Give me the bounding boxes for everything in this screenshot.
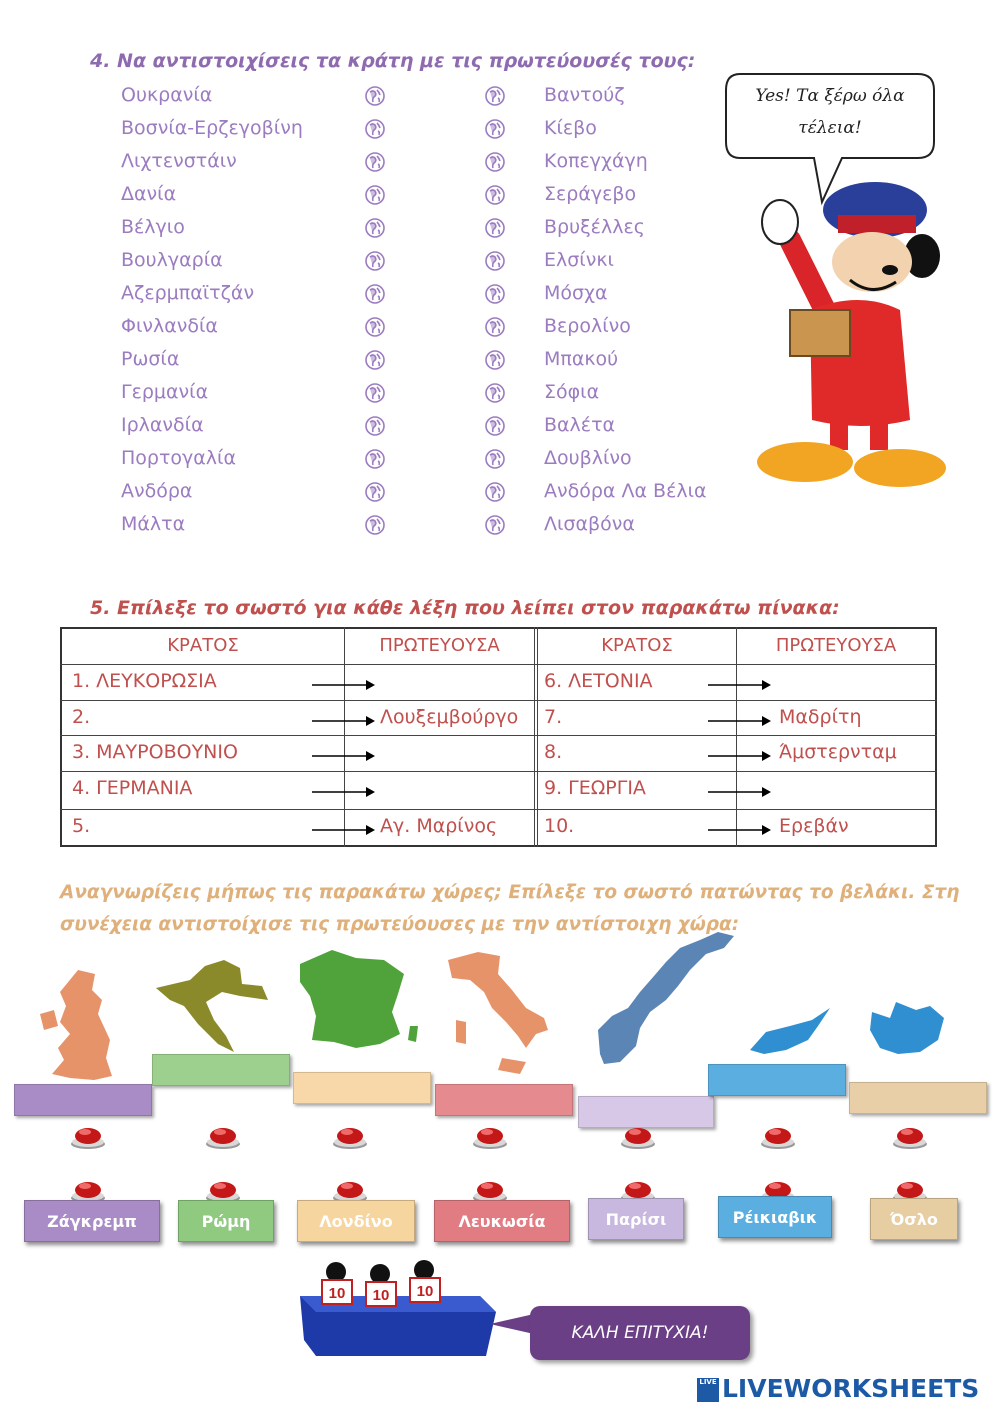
left-globe-icon[interactable]	[365, 515, 385, 535]
arrow-icon	[708, 747, 772, 766]
table-capital-cell[interactable]: Λουξεμβούργο	[380, 706, 519, 728]
judge-score-1: 10	[328, 1285, 346, 1302]
country-label: Φινλανδία	[121, 315, 218, 337]
left-globe-icon[interactable]	[365, 449, 385, 469]
country-label: Λιχτενστάιν	[121, 150, 237, 172]
left-globe-icon[interactable]	[365, 416, 385, 436]
iceland-map	[870, 1002, 944, 1054]
capital-label: Μόσχα	[544, 282, 608, 304]
table-country-cell: 1. ΛΕΥΚΟΡΩΣΙΑ	[72, 670, 217, 692]
country-label: Αζερμπαϊτζάν	[121, 282, 255, 304]
norway-map	[598, 932, 734, 1064]
arrow-icon	[708, 783, 772, 802]
capital-button[interactable]: Ρέικιαβικ	[718, 1196, 832, 1238]
brand-badge: LIVE	[697, 1378, 719, 1402]
left-globe-icon[interactable]	[365, 185, 385, 205]
capital-label: Λισαβόνα	[544, 513, 635, 535]
right-globe-icon[interactable]	[485, 482, 505, 502]
country-label: Πορτογαλία	[121, 447, 237, 469]
table-col-line	[344, 627, 345, 847]
arrow-icon	[312, 821, 376, 840]
table-country-cell: 10.	[544, 815, 575, 837]
answer-dropdown[interactable]	[293, 1072, 431, 1104]
table-col-line	[537, 627, 538, 847]
right-globe-icon[interactable]	[485, 119, 505, 139]
right-globe-icon[interactable]	[485, 86, 505, 106]
header-country-right: ΚΡΑΤΟΣ	[601, 635, 673, 656]
capital-label: Σεράγεβο	[544, 183, 637, 205]
left-globe-icon[interactable]	[365, 317, 385, 337]
table-col-line	[736, 627, 737, 847]
right-globe-icon[interactable]	[485, 218, 505, 238]
right-globe-icon[interactable]	[485, 185, 505, 205]
country-label: Βουλγαρία	[121, 249, 223, 271]
capital-button[interactable]: Όσλο	[870, 1198, 958, 1240]
answer-dropdown[interactable]	[152, 1054, 290, 1086]
table-country-cell: 8.	[544, 741, 563, 763]
left-globe-icon[interactable]	[365, 218, 385, 238]
country-label: Ιρλανδία	[121, 414, 204, 436]
table-col-line	[534, 627, 535, 847]
capital-label: Κοπεγχάγη	[544, 150, 648, 172]
capital-label: Βρυξέλλες	[544, 216, 645, 238]
left-globe-icon[interactable]	[365, 152, 385, 172]
table-row-line	[60, 809, 937, 810]
answer-dropdown[interactable]	[708, 1064, 846, 1096]
right-globe-icon[interactable]	[485, 317, 505, 337]
red-push-button[interactable]	[332, 1124, 368, 1150]
mickey-illustration	[750, 170, 950, 490]
capital-label: Βαντούζ	[544, 84, 625, 106]
uk-map	[40, 970, 112, 1080]
answer-dropdown[interactable]	[849, 1082, 987, 1114]
table-row-line	[60, 664, 937, 665]
table-capital-cell[interactable]: Αγ. Μαρίνος	[380, 815, 498, 837]
capital-label: Κίεβο	[544, 117, 597, 139]
cyprus-map	[750, 1008, 830, 1054]
arrow-icon	[312, 676, 376, 695]
italy-map	[448, 952, 548, 1074]
table-country-cell: 7.	[544, 706, 563, 728]
right-globe-icon[interactable]	[485, 515, 505, 535]
left-globe-icon[interactable]	[365, 86, 385, 106]
left-globe-icon[interactable]	[365, 284, 385, 304]
table-row-line	[60, 771, 937, 772]
judges-illustration	[300, 1260, 500, 1370]
red-push-button[interactable]	[892, 1124, 928, 1150]
capital-button[interactable]: Ζάγκρεμπ	[24, 1200, 160, 1242]
country-maps	[0, 930, 1000, 1090]
capital-button[interactable]: Ρώμη	[178, 1200, 274, 1242]
capital-label: Δουβλίνο	[544, 447, 632, 469]
country-label: Ανδόρα	[121, 480, 193, 502]
table-row-line	[60, 700, 937, 701]
right-globe-icon[interactable]	[485, 284, 505, 304]
capital-label: Μπακού	[544, 348, 619, 370]
left-globe-icon[interactable]	[365, 119, 385, 139]
section5-title: 5. Επίλεξε το σωστό για κάθε λέξη που λείπει στον παρακάτω πίνακα:	[90, 597, 840, 619]
right-globe-icon[interactable]	[485, 449, 505, 469]
country-label: Δανία	[121, 183, 177, 205]
right-globe-icon[interactable]	[485, 152, 505, 172]
france-map	[300, 950, 418, 1048]
right-globe-icon[interactable]	[485, 251, 505, 271]
red-push-button[interactable]	[70, 1124, 106, 1150]
table-country-cell: 9. ΓΕΩΡΓΙΑ	[544, 777, 646, 799]
red-push-button[interactable]	[760, 1124, 796, 1150]
section6-title-line1: Αναγνωρίζεις μήπως τις παρακάτω χώρες; Επίλεξε το σωστό πατώντας το βελάκι. Στη	[60, 882, 960, 903]
good-luck-pointer	[490, 1308, 534, 1338]
capital-button[interactable]: Παρίσι	[588, 1198, 684, 1240]
section4-title: 4. Να αντιστοιχίσεις τα κράτη με τις πρωτεύουσές τους:	[90, 50, 696, 72]
bubble-line-1: Yes! Τα ξέρω όλα	[755, 86, 905, 106]
table-frame	[60, 627, 937, 847]
left-globe-icon[interactable]	[365, 383, 385, 403]
red-push-button[interactable]	[205, 1124, 241, 1150]
left-globe-icon[interactable]	[365, 482, 385, 502]
table-capital-cell[interactable]: Μαδρίτη	[779, 706, 862, 728]
bubble-line-2: τέλεια!	[798, 118, 862, 138]
header-capital-right: ΠΡΩΤΕΥΟΥΣΑ	[775, 635, 897, 656]
arrow-icon	[312, 712, 376, 731]
country-label: Μάλτα	[121, 513, 186, 535]
country-label: Ουκρανία	[121, 84, 213, 106]
table-capital-cell[interactable]: Άμστερνταμ	[779, 741, 897, 763]
right-globe-icon[interactable]	[485, 416, 505, 436]
right-globe-icon[interactable]	[485, 383, 505, 403]
red-push-button[interactable]	[472, 1124, 508, 1150]
arrow-icon	[708, 821, 772, 840]
judge-score-2: 10	[372, 1287, 390, 1304]
capital-label: Βαλέτα	[544, 414, 616, 436]
judge-score-3: 10	[416, 1283, 434, 1300]
capital-label: Ανδόρα Λα Βέλια	[544, 480, 707, 502]
header-capital-left: ΠΡΩΤΕΥΟΥΣΑ	[379, 635, 500, 656]
table-country-cell: 4. ΓΕΡΜΑΝΙΑ	[72, 777, 193, 799]
capital-label: Βερολίνο	[544, 315, 631, 337]
country-label: Γερμανία	[121, 381, 209, 403]
croatia-map	[156, 960, 268, 1052]
table-country-cell: 6. ΛΕΤΟΝΙΑ	[544, 670, 653, 692]
capital-label: Σόφια	[544, 381, 600, 403]
left-globe-icon[interactable]	[365, 350, 385, 370]
answer-dropdown[interactable]	[14, 1084, 152, 1116]
arrow-icon	[312, 783, 376, 802]
brand-name[interactable]: LIVEWORKSHEETS	[722, 1374, 980, 1403]
capital-button[interactable]: Λευκωσία	[434, 1200, 570, 1242]
table-capital-cell[interactable]: Ερεβάν	[779, 815, 849, 837]
header-country-left: ΚΡΑΤΟΣ	[167, 635, 239, 656]
answer-dropdown[interactable]	[435, 1084, 573, 1116]
red-push-button[interactable]	[620, 1124, 656, 1150]
country-label: Ρωσία	[121, 348, 180, 370]
section6-title-line2: συνέχεια αντιστοίχισε τις πρωτεύουσες με την αντίστοιχη χώρα:	[60, 914, 740, 935]
right-globe-icon[interactable]	[485, 350, 505, 370]
capital-button[interactable]: Λονδίνο	[297, 1200, 415, 1242]
table-row-line	[60, 735, 937, 736]
table-country-cell: 5.	[72, 815, 91, 837]
table-country-cell: 3. ΜΑΥΡΟΒΟΥΝΙΟ	[72, 741, 238, 763]
arrow-icon	[312, 747, 376, 766]
good-luck-banner: ΚΑΛΗ ΕΠΙΤΥΧΙΑ!	[530, 1306, 750, 1360]
country-label: Βέλγιο	[121, 216, 185, 238]
left-globe-icon[interactable]	[365, 251, 385, 271]
arrow-icon	[708, 676, 772, 695]
capital-label: Ελσίνκι	[544, 249, 614, 271]
country-label: Βοσνία-Ερζεγοβίνη	[121, 117, 303, 139]
arrow-icon	[708, 712, 772, 731]
table-country-cell: 2.	[72, 706, 91, 728]
